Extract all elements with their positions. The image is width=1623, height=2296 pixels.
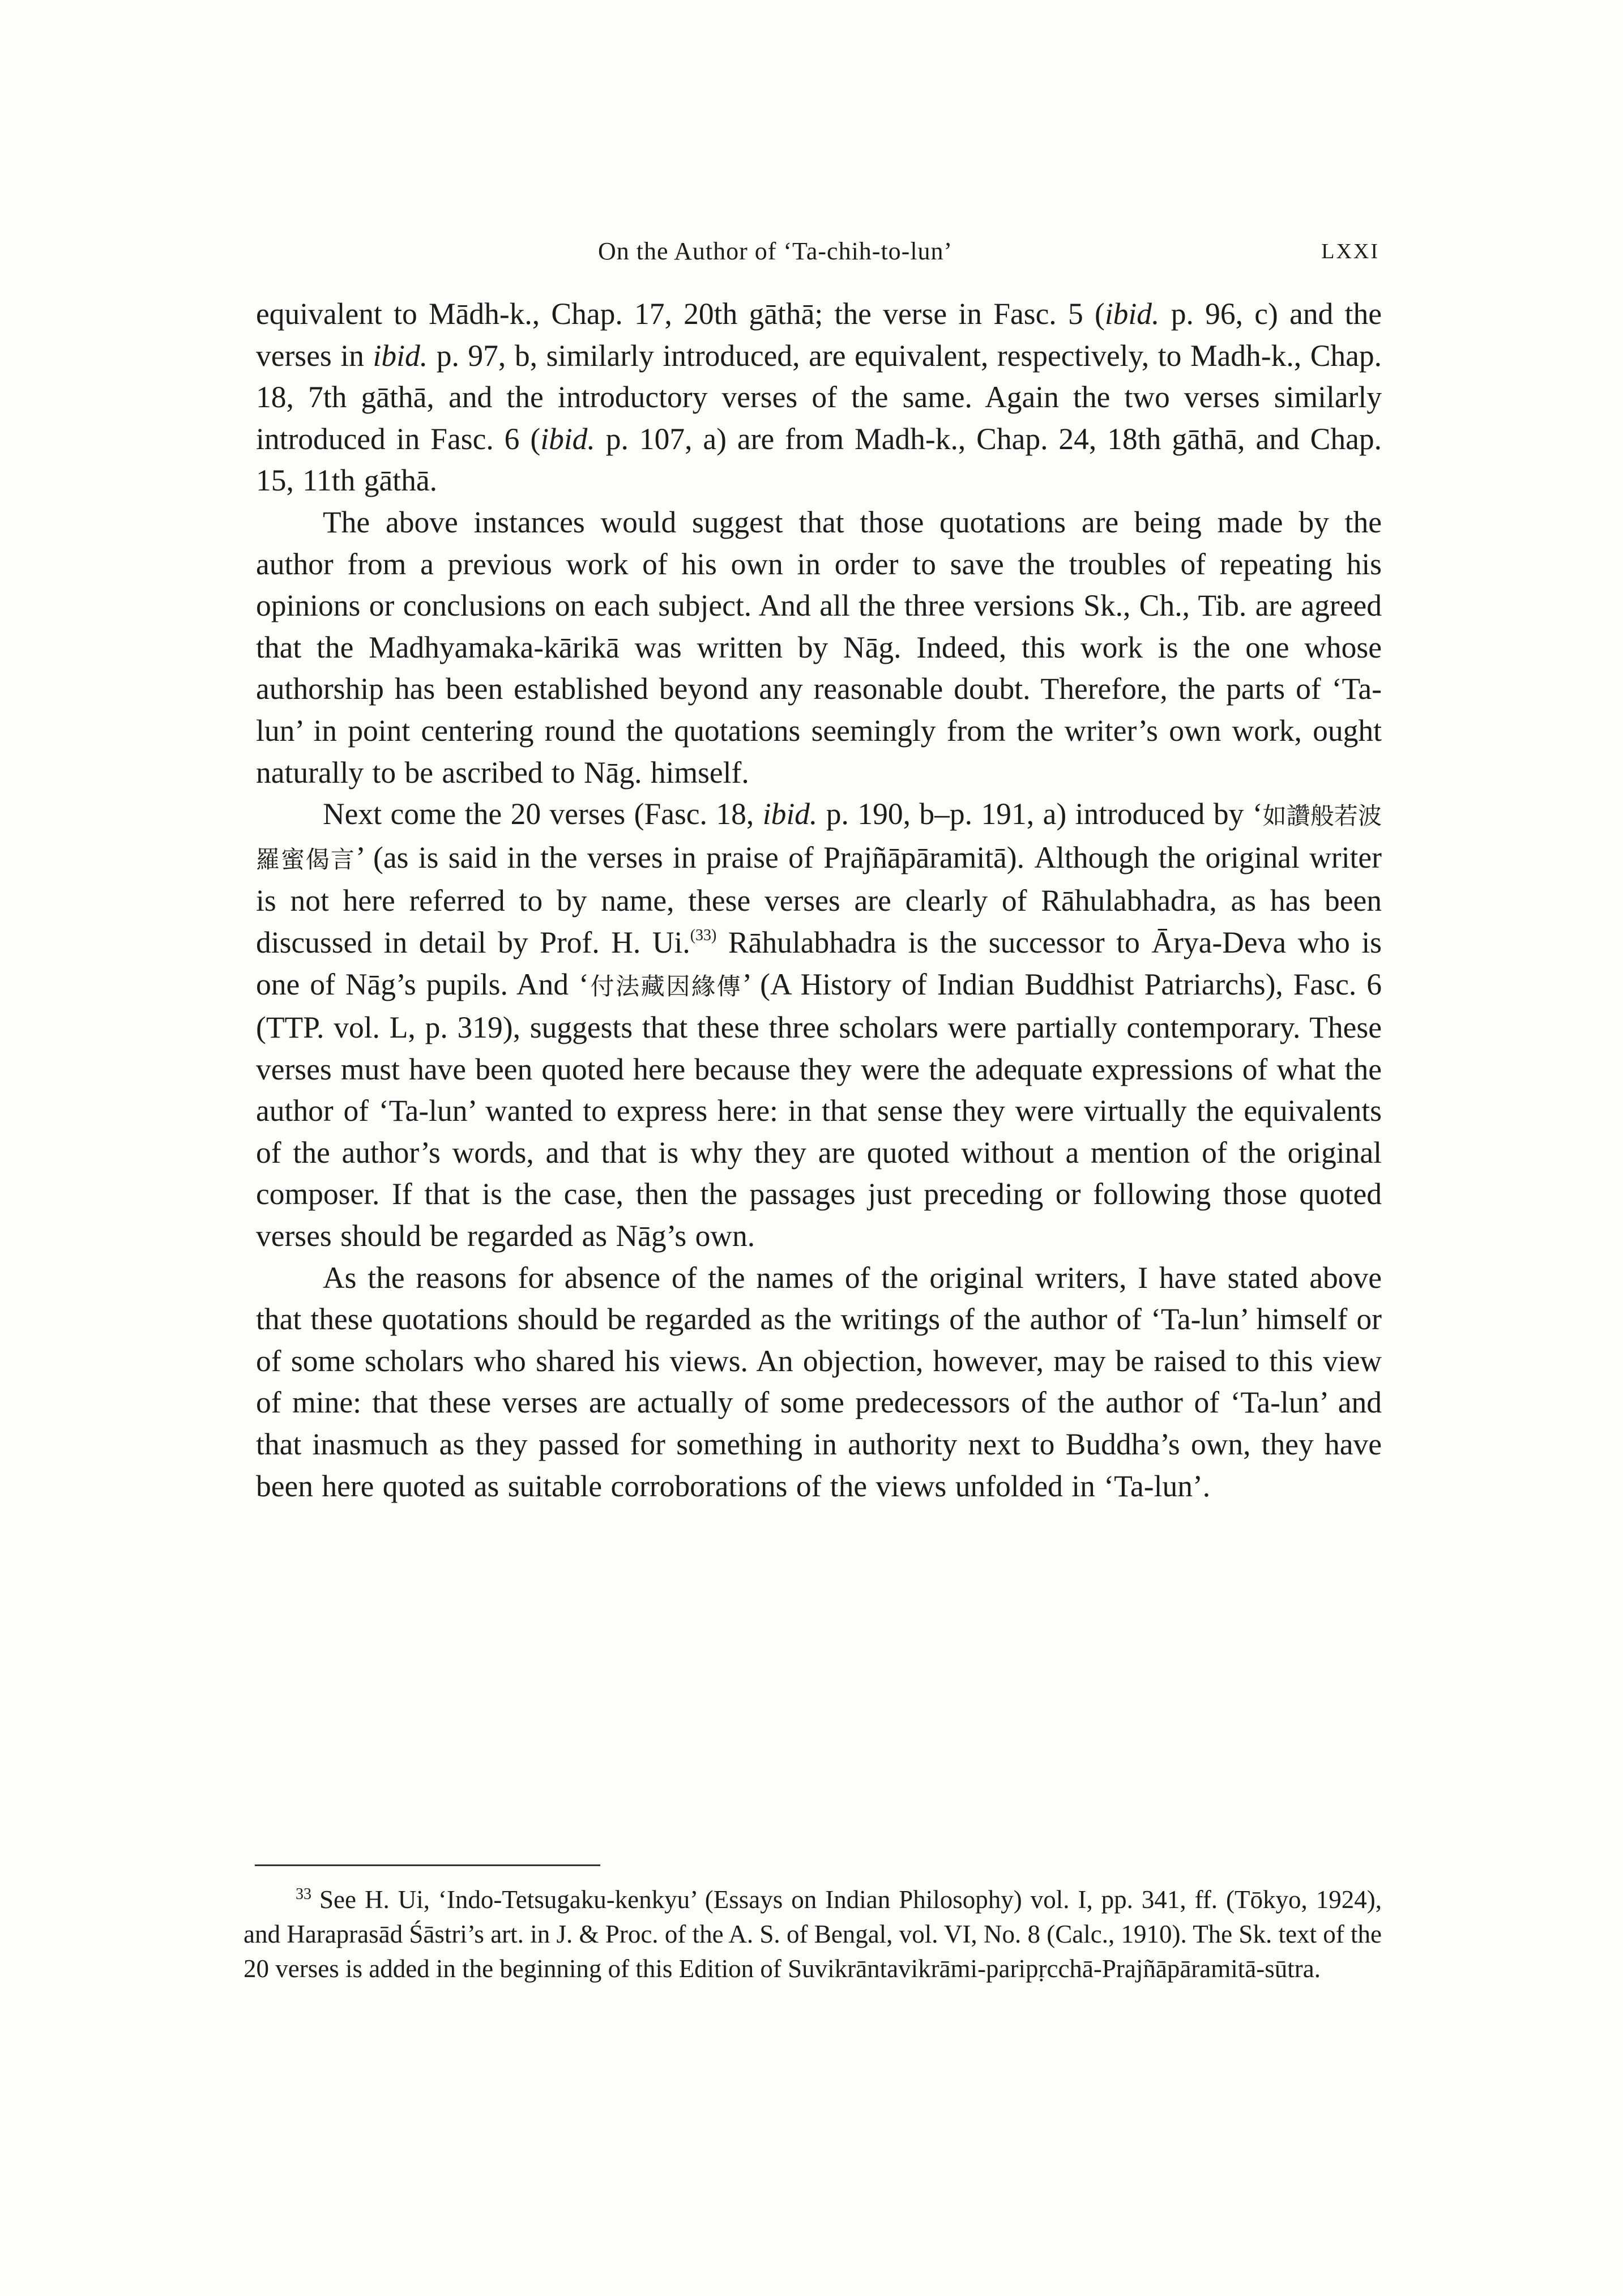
paragraph-1-text-g: p. 107, a) are from Madh-k., Chap. 24, 18th gāthā, and Chap. 15, 11th gāthā. — [256, 421, 1382, 498]
running-header — [258, 237, 1379, 271]
paragraph-4: As the reasons for absence of the names of the original writers, I have stated above that these quotations should be regarded as the writings of the author of ‘Ta-lun’ himself or of some scholars who shared his views. An objection, however, may be raised to this view of mine: that these verses are actually of some predecessors of the author of ‘Ta-lun’ and that inasmuch as they passed for something in authority next to Buddha’s own, they have been here quoted as suitable corroborations of the views unfolded in ‘Ta-lun’. — [256, 1260, 1382, 1503]
footnotes — [244, 1883, 1382, 1986]
paragraph-3-text-a: Next come the 20 verses (Fasc. 18, — [323, 797, 763, 831]
running-title: On the Author of ‘Ta-chih-to-lun’ — [598, 237, 953, 265]
paragraph-3-text-g: Rāhulabhadra is the successor to Ārya-Deva who is one of Nāg’s pupils. And ‘ — [256, 925, 1382, 1001]
ibid-italic: ibid. — [373, 338, 428, 373]
footnote-reference: (33) — [690, 926, 717, 944]
chinese-title-praise: 如讚般若波羅蜜偈言 — [256, 802, 1382, 873]
ibid-italic: ibid. — [1104, 297, 1160, 331]
footnote-33 — [244, 1883, 1382, 1986]
page-number: LXXI — [1321, 240, 1379, 263]
ibid-italic: ibid. — [540, 421, 595, 456]
body-text — [256, 293, 1382, 1507]
paragraph-1-text-a: equivalent to Mādh-k., Chap. 17, 20th gāthā; the verse in Fasc. 5 ( — [256, 297, 1105, 331]
paragraph-1 — [256, 293, 1382, 502]
paragraph-2: The above instances would suggest that those quotations are being made by the author from a previous work of his own in order to save the troubles of repeating his opinions or conclusions on each subject. And all the three versions Sk., Ch., Tib. are agreed that the Madhyamaka-kārikā was written by Nāg. Indeed, this work is the one whose authorship has been established beyond any reasonable doubt. Therefore, the parts of ‘Ta-lun’ in point centering round the quotations seemingly from the writer’s own work, ought naturally to be ascribed to Nāg. himself. — [256, 505, 1382, 789]
ibid-italic: ibid. — [762, 797, 818, 831]
paragraph-3-text-i: ’ (A History of Indian Buddhist Patriarchs), Fasc. 6 (TTP. vol. L, p. 319), suggests that these three scholars were partially contemporary. These verses must have been quoted here because they were the adequate expressions of what the author of ‘Ta-lun’ wanted to express here: in that sense they were virtually the equivalents of the author’s words, and that is why they are quoted without a mention of the original composer. If that is the case, then the passages just preceding or following those quoted verses should be regarded as Nāg’s own. — [256, 967, 1382, 1253]
paragraph-3-text-c: p. 190, b–p. 191, a) introduced by ‘ — [817, 797, 1263, 831]
footnote-marker: 33 — [296, 1885, 311, 1903]
footnote-text: See H. Ui, ‘Indo-Tetsugaku-kenkyu’ (Essays on Indian Philosophy) vol. I, pp. 341, ff. (Tōkyo, 1924), and Haraprasād Śāstri’s art. in J. & Proc. of the A. S. of Bengal, vol. VI, No. 8 (Calc., 1910). The Sk. text of the 20 verses is added in the beginning of this Edition of Suvikrāntavikrāmi-paripṛcchā-Prajñāpāramitā-sūtra. — [244, 1885, 1382, 1983]
paragraph-3 — [256, 793, 1382, 1257]
paragraph-1-text-e: p. 97, b, similarly introduced, are equivalent, respectively, to Madh-k., Chap. 18, 7th gāthā, and the introductory verses of the same. Again the two verses similarly introduced in Fasc. 6 ( — [256, 338, 1382, 456]
chinese-title-history: 付法藏因緣傳 — [588, 972, 742, 1000]
paragraph-1-text-c: p. 96, c) and the verses in — [256, 297, 1382, 373]
paragraph-3-text-e: ’ (as is said in the verses in praise of Prajñāpāramitā). Although the original writer is not here referred to by name, these verses are clearly of Rāhulabhadra, as has been discussed in detail by Prof. H. Ui. — [256, 840, 1382, 959]
footnote-divider — [255, 1864, 600, 1866]
